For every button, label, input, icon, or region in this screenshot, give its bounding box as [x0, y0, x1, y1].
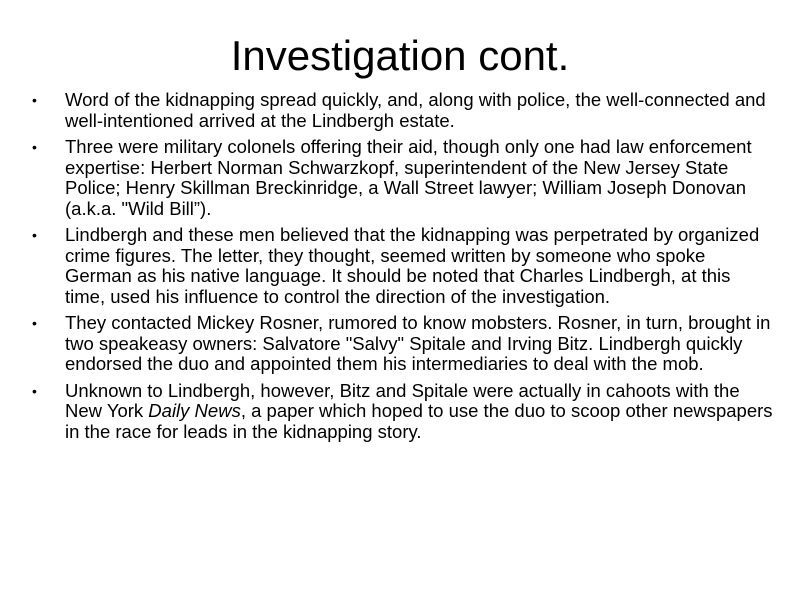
bullet-item [30, 313, 775, 375]
bullet-text: They contacted Mickey Rosner, rumored to know mobsters. Rosner, in turn, brought in two speakeasy owners: Salvatore "Salvy" Spitale and Irving Bitz. Lindbergh quickly endorsed the duo and appointed them his intermediaries to deal with the mob. [65, 312, 771, 374]
bullet-icon: • [32, 139, 37, 155]
bullet-item [30, 90, 775, 131]
bullet-text: Lindbergh and these men believed that the kidnapping was perpetrated by organized crime figures. The letter, they thought, seemed written by someone who spoke German as his native language. It should be noted that Charles Lindbergh, at this time, used his influence to control the direction of the investigation. [65, 224, 760, 307]
newspaper-name: Daily News [148, 400, 241, 421]
bullet-text [65, 380, 773, 442]
bullet-icon: • [32, 92, 37, 108]
bullet-text: Word of the kidnapping spread quickly, and, along with police, the well-connected and well-intentioned arrived at the Lindbergh estate. [65, 89, 766, 131]
bullet-icon: • [32, 382, 37, 399]
bullet-text-part: Unknown to Lindbergh, however, Bitz and Spitale were actually in cahoots with the New York [65, 379, 740, 421]
bullet-item [30, 381, 775, 443]
bullet-item [30, 225, 775, 307]
bullet-icon: • [32, 227, 37, 243]
bullet-icon: • [32, 315, 37, 331]
bullet-text: Three were military colonels offering their aid, though only one had law enforcement expertise: Herbert Norman Schwarzkopf, superintendent of the New Jersey State Police; Henry Skillman Breckinridge, a Wall Street lawyer; William Joseph Donovan (a.k.a. "Wild Bill”). [65, 136, 752, 219]
bullet-text-part: , a paper which hoped to use the duo to scoop other newspapers in the race for leads in the kidnapping story. [65, 400, 773, 442]
bullet-item [30, 137, 775, 219]
bullet-list [30, 90, 775, 448]
slide-title: Investigation cont. [230, 32, 570, 79]
